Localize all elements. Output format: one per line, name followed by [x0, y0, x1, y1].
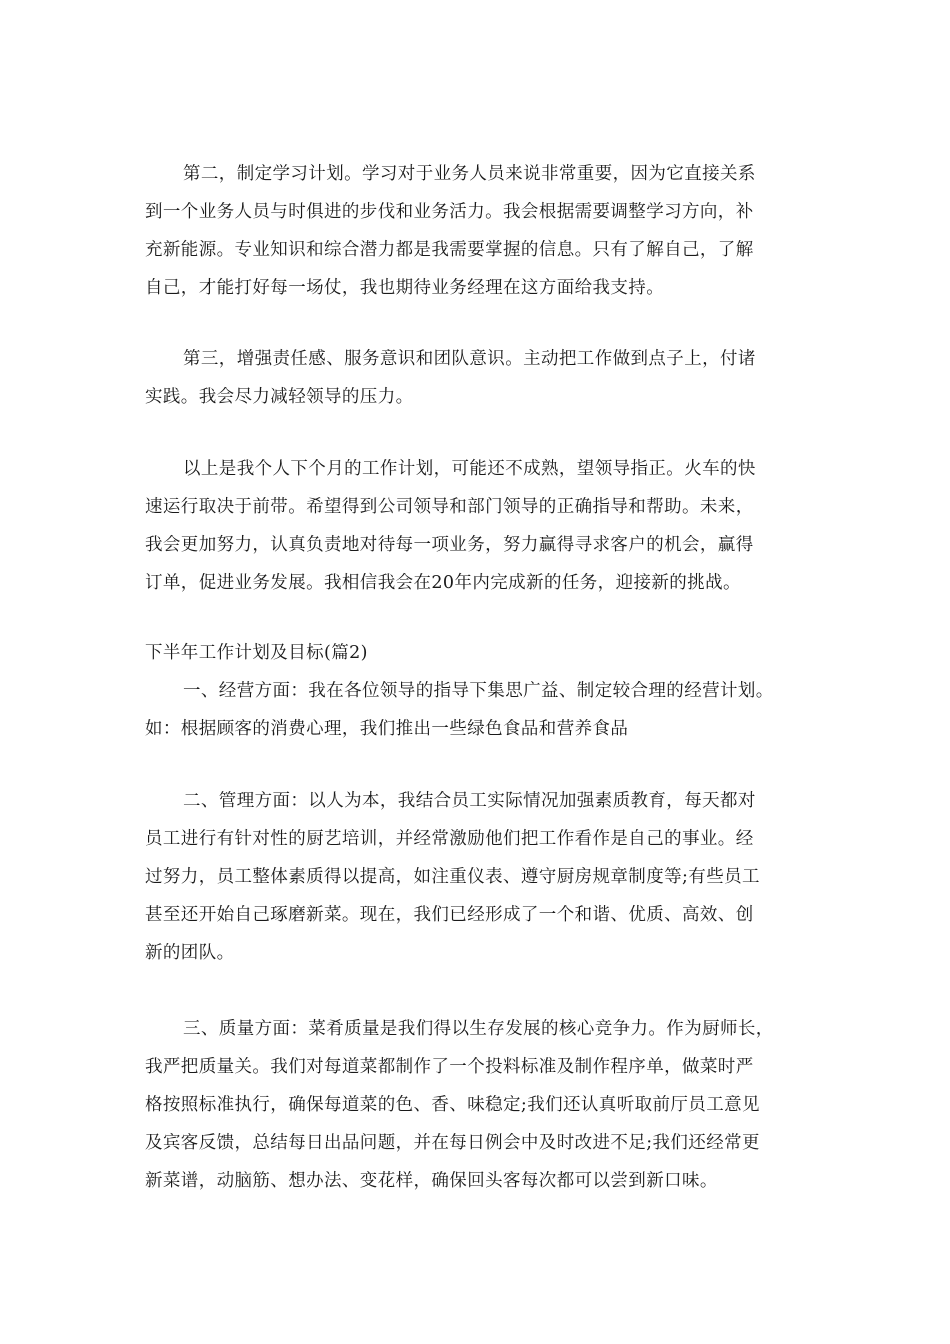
text-line: 充新能源。专业知识和综合潜力都是我需要掌握的信息。只有了解自己，了解 [145, 240, 754, 260]
text-line: 第二，制定学习计划。学习对于业务人员来说非常重要，因为它直接关系 [183, 164, 756, 184]
text-line: 二、管理方面：以人为本，我结合员工实际情况加强素质教育，每天都对 [183, 791, 756, 811]
text-line: 三、质量方面：菜肴质量是我们得以生存发展的核心竞争力。作为厨师长， [183, 1019, 774, 1039]
text-line: 如：根据顾客的消费心理，我们推出一些绿色食品和营养食品 [145, 719, 629, 739]
paragraph-study-plan [145, 155, 835, 307]
text-line: 实践。我会尽力减轻领导的压力。 [145, 387, 414, 407]
paragraph-operations [145, 672, 835, 748]
section-title: 下半年工作计划及目标(篇2) [145, 643, 368, 663]
paragraph-quality [145, 1010, 835, 1200]
text-line: 及宾客反馈，总结每日出品问题，并在每日例会中及时改进不足;我们还经常更 [145, 1133, 760, 1153]
text-line: 一、经营方面：我在各位领导的指导下集思广益、制定较合理的经营计划。 [183, 681, 774, 701]
paragraph-summary [145, 450, 835, 602]
paragraph-management [145, 782, 835, 972]
text-line: 以上是我个人下个月的工作计划，可能还不成熟，望领导指正。火车的快 [183, 459, 756, 479]
text-line: 员工进行有针对性的厨艺培训，并经常激励他们把工作看作是自己的事业。经 [145, 829, 754, 849]
text-line: 订单，促进业务发展。我相信我会在20年内完成新的任务，迎接新的挑战。 [145, 573, 741, 593]
text-line: 过努力，员工整体素质得以提高，如注重仪表、遵守厨房规章制度等;有些员工 [145, 867, 760, 887]
text-line: 甚至还开始自己琢磨新菜。现在，我们已经形成了一个和谐、优质、高效、创 [145, 905, 754, 925]
text-line: 速运行取决于前带。希望得到公司领导和部门领导的正确指导和帮助。未来， [145, 497, 754, 517]
text-line: 自己，才能打好每一场仗，我也期待业务经理在这方面给我支持。 [145, 278, 665, 298]
text-line: 新的团队。 [145, 943, 235, 963]
text-line: 我严把质量关。我们对每道菜都制作了一个投料标准及制作程序单，做菜时严 [145, 1057, 754, 1077]
text-line: 第三，增强责任感、服务意识和团队意识。主动把工作做到点子上，付诸 [183, 349, 756, 369]
text-line: 我会更加努力，认真负责地对待每一项业务，努力赢得寻求客户的机会，赢得 [145, 535, 754, 555]
text-line: 格按照标准执行，确保每道菜的色、香、味稳定;我们还认真听取前厅员工意见 [145, 1095, 760, 1115]
text-line: 新菜谱，动脑筋、想办法、变花样，确保回头客每次都可以尝到新口味。 [145, 1171, 718, 1191]
section-heading [145, 638, 835, 668]
paragraph-responsibility [145, 340, 835, 416]
text-line: 到一个业务人员与时俱进的步伐和业务活力。我会根据需要调整学习方向，补 [145, 202, 754, 222]
